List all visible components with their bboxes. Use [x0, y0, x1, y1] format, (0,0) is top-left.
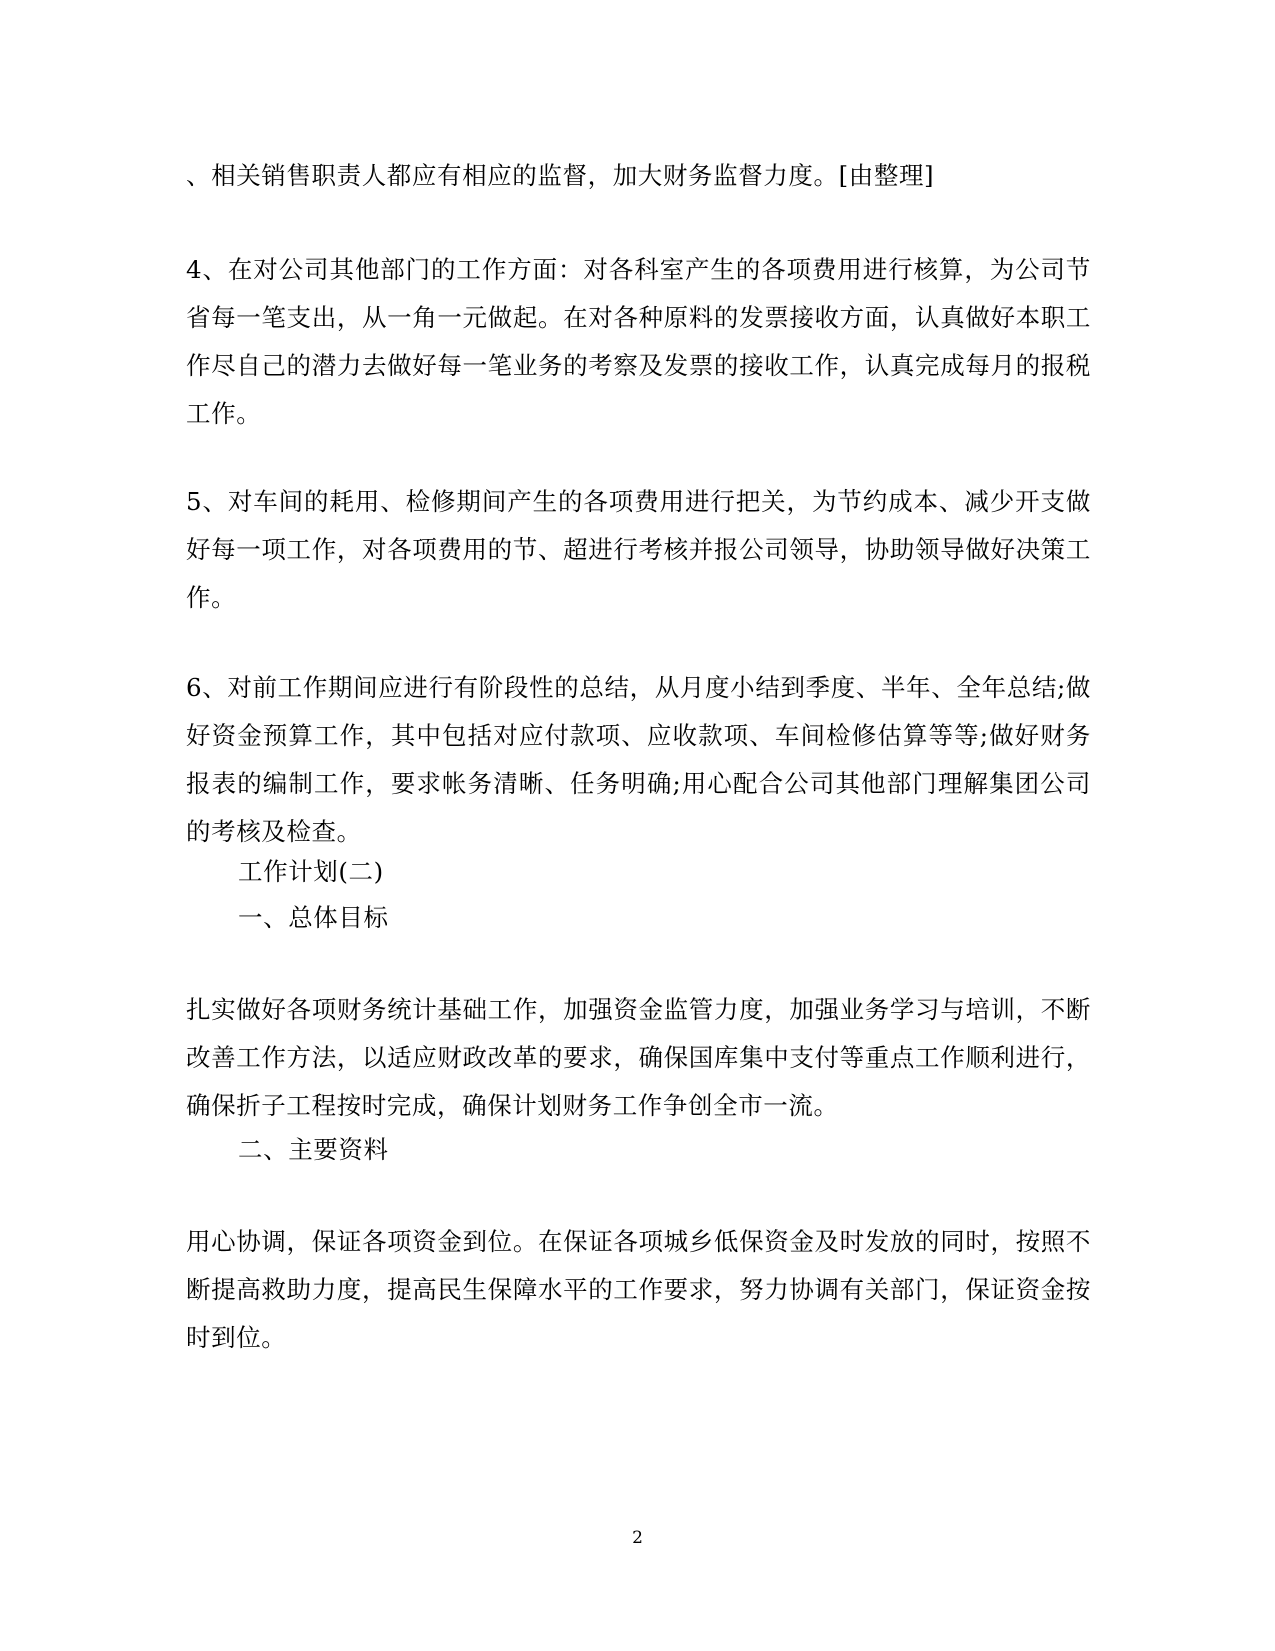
paragraph-item-5: 5、对车间的耗用、检修期间产生的各项费用进行把关，为节约成本、减少开支做好每一项工作，对各项费用的节、超进行考核并报公司领导，协助领导做好决策工作。	[186, 487, 1091, 612]
paragraph-item-4: 4、在对公司其他部门的工作方面：对各科室产生的各项费用进行核算，为公司节省每一笔支出，从一角一元做起。在对各种原料的发票接收方面，认真做好本职工作尽自己的潜力去做好每一笔业务的考察及发票的接收工作，认真完成每月的报税工作。	[186, 255, 1091, 428]
heading-work-plan-two: 工作计划(二)	[238, 857, 384, 886]
page-number: 2	[632, 1528, 643, 1548]
heading-main-content: 二、主要资料	[238, 1135, 389, 1164]
paragraph-sales-supervision: 、相关销售职责人都应有相应的监督，加大财务监督力度。[由整理]	[186, 161, 935, 190]
paragraph-overall-goal: 扎实做好各项财务统计基础工作，加强资金监管力度，加强业务学习与培训，不断改善工作方法，以适应财政改革的要求，确保国库集中支付等重点工作顺利进行，确保折子工程按时完成，确保计划财务工作争创全市一流。	[186, 995, 1091, 1120]
heading-overall-goal: 一、总体目标	[238, 903, 389, 932]
paragraph-fund-coordination: 用心协调，保证各项资金到位。在保证各项城乡低保资金及时发放的同时，按照不断提高救助力度，提高民生保障水平的工作要求，努力协调有关部门，保证资金按时到位。	[186, 1227, 1091, 1352]
paragraph-item-6: 6、对前工作期间应进行有阶段性的总结，从月度小结到季度、半年、全年总结;做好资金预算工作，其中包括对应付款项、应收款项、车间检修估算等等;做好财务报表的编制工作，要求帐务清晰、任务明确;用心配合公司其他部门理解集团公司的考核及检查。	[186, 673, 1091, 846]
